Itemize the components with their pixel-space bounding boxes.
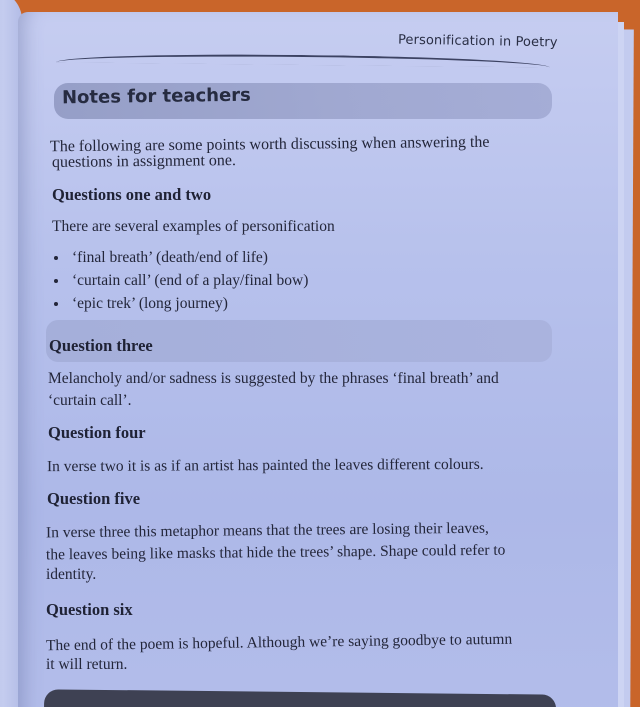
list-item-text: ‘curtain call’ (end of a play/final bow) xyxy=(72,272,309,289)
section-heading: Question five xyxy=(47,489,141,508)
examples-list xyxy=(48,246,308,315)
bullet-icon xyxy=(54,279,58,283)
intro-line: The following are some points worth discussing when answering the xyxy=(49,133,490,156)
list-item-text: ‘epic trek’ (long journey) xyxy=(72,295,228,312)
section-heading: Question six xyxy=(46,600,133,619)
running-head: Personification in Poetry xyxy=(397,32,558,51)
intro-line: questions in assignment one. xyxy=(51,152,237,171)
list-item-text: ‘final breath’ (death/end of life) xyxy=(72,249,268,266)
list-item xyxy=(48,246,308,269)
bullet-icon xyxy=(54,256,58,260)
section-line: Melancholy and/or sadness is suggested by the phrases ‘final breath’ and xyxy=(48,370,499,387)
section-line: In verse two it is as if an artist has painted the leaves different colours. xyxy=(46,455,484,476)
bullet-icon xyxy=(54,302,58,306)
section-heading: Question three xyxy=(49,336,153,355)
list-item xyxy=(48,269,308,292)
section-line: identity. xyxy=(46,566,97,583)
section-line: ‘curtain call’. xyxy=(48,392,132,409)
section-line: The end of the poem is hopeful. Although we’re saying goodbye to autumn xyxy=(45,630,513,655)
section-heading: Questions one and two xyxy=(52,185,212,204)
section-line: it will return. xyxy=(46,656,128,673)
section-line: In verse three this metaphor means that the trees are losing their leaves, xyxy=(45,519,489,542)
banner-title: Notes for teachers xyxy=(61,84,251,109)
list-item xyxy=(48,292,308,315)
section-heading: Question four xyxy=(48,423,146,442)
section-line: the leaves being like masks that hide the trees’ shape. Shape could refer to xyxy=(45,541,506,564)
section-lead: There are several examples of personification xyxy=(52,218,335,235)
